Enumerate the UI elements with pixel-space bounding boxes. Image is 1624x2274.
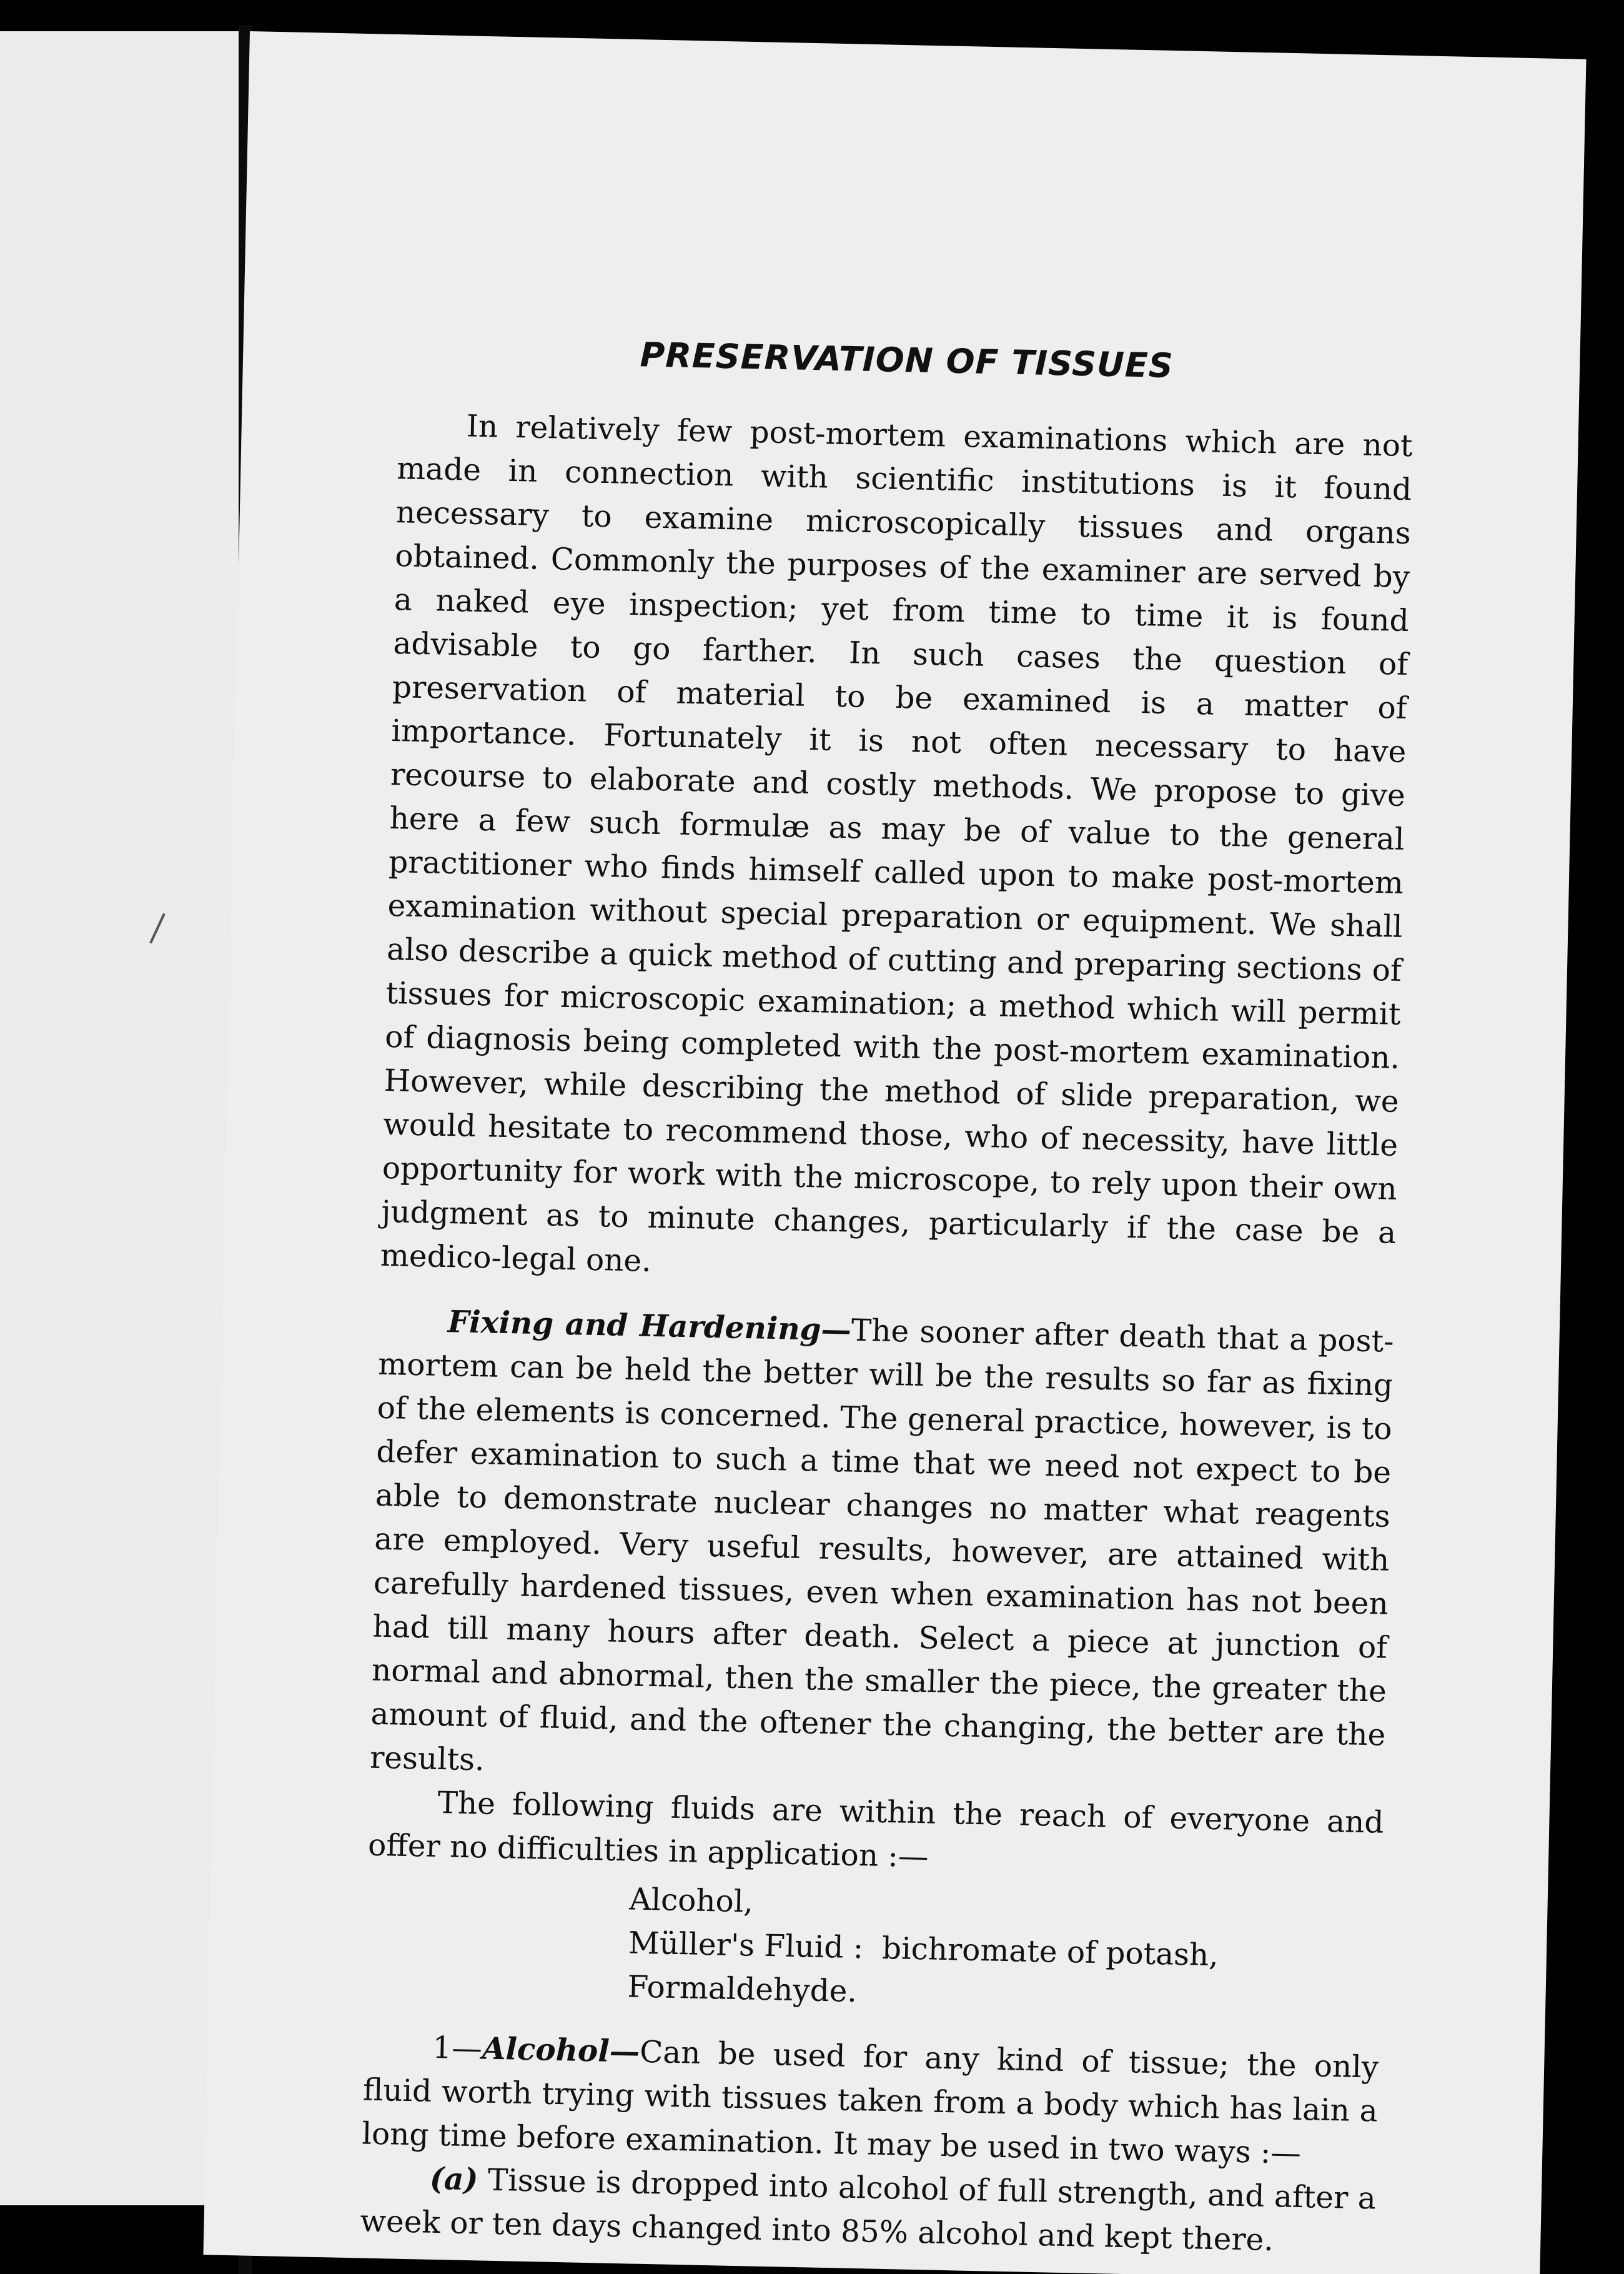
fluid-name: Formaldehyde. [626,1969,858,2010]
method-a-label: (a) [429,2160,478,2198]
fluid-note: bichromate of potash, [881,1930,1219,1974]
intro-paragraph: In relatively few post-mortem examinations which are not made in connection with scientific institutions is it found necessary to examine microscopically tissues and organs obtained. Commonly the purposes of the examiner are served by a naked eye inspection; yet from time to time it is found advisable to go farther. In such cases the question of preservation of material to be examined is a matter of importance. Fortunately it is not often necessary to have recourse to elaborate and costly methods. We propose to give here a few such formulæ as may be of value to the general practitioner who finds himself called upon to make post-mortem examination without special preparation or equipment. We shall also describe a quick method of cutting and preparing sections of tissues for microscopic examination; a method which will permit of diagnosis being completed with the post-mortem examination. However, while describing the method of slide preparation, we would hesitate to recommend those, who of necessity, have little opportunity for work with the microscope, to rely upon their own judgment as to minute changes, particularly if the case be a medico-legal one. [380,409,1414,1279]
fixing-text: The sooner after death that a post-mortem can be held the better will be the results so far as fixing of the elements is concerned. The general practice, however, is to defer examination to such a time that we need not expect to be able to demonstrate nuclear changes no matter what reagents are employed. Very useful results, however, are attained with carefully hardened tissues, even when examination has not been had till many hours after death. Select a piece at junction of normal and abnormal, then the smaller the piece, the greater the amount of fluid, and the oftener the changing, the better are the results. [369,1313,1395,1778]
fluid-name: Alcohol, [628,1882,754,1920]
right-scan-edge [1587,0,1624,2274]
alcohol-text: Can be used for any kind of tissue; the only fluid worth trying with tissues taken from a body which has lain a long time before examination. It may be used in two ways :— [361,2034,1379,2171]
alcohol-heading: Alcohol— [482,2030,640,2070]
page-title: PRESERVATION OF TISSUES [640,335,1174,386]
fixing-paragraph [369,1299,1394,1801]
page-text [360,328,1415,2264]
fluid-name: Müller's Fluid : [628,1925,864,1966]
alcohol-paragraph [362,2025,1379,2177]
right-page [203,31,1586,2274]
fixing-heading: Fixing and Hardening— [447,1304,852,1348]
fluids-intro: The following fluids are within the reach of everyone and offer no difficulties in application :— [367,1785,1384,1875]
pencil-mark [149,913,166,944]
left-page-edge [0,31,242,2205]
alcohol-number: 1— [432,2030,483,2067]
fluids-list [627,1877,1382,2024]
method-a-text: Tissue is dropped into alcohol of full strength, and after a week or ten days changed into 85% alcohol and kept there. [360,2162,1377,2258]
